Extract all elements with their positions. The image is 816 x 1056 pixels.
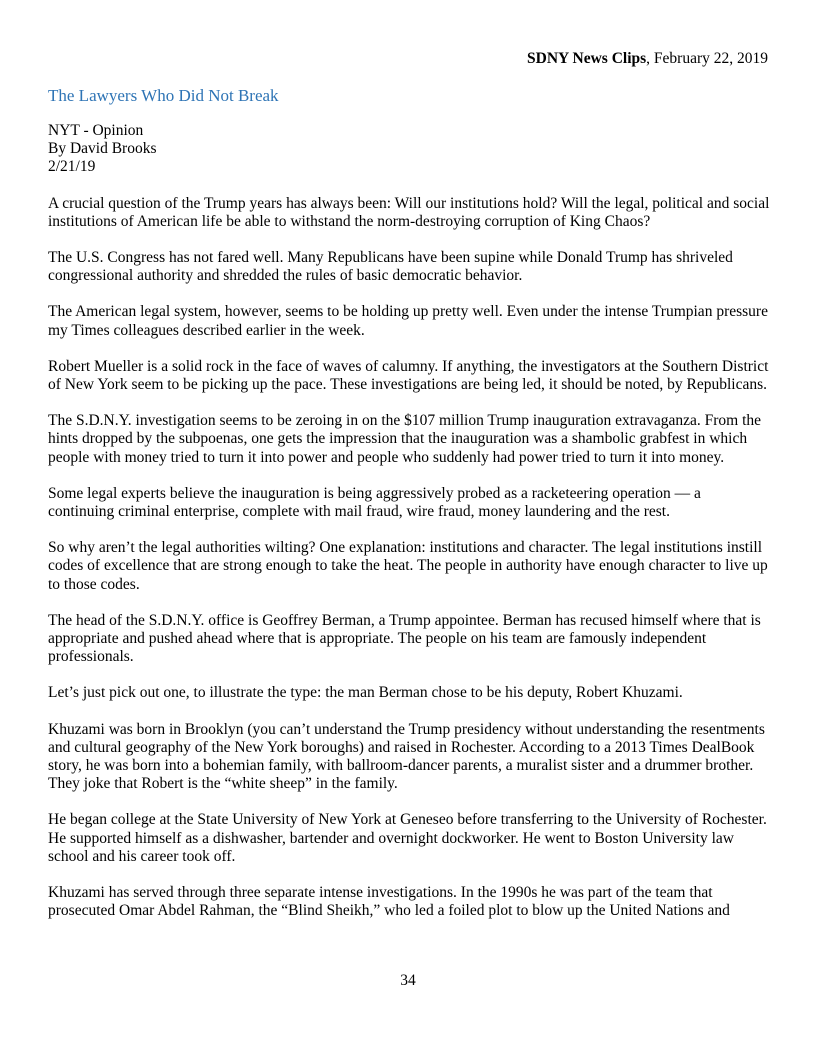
paragraph: Let’s just pick out one, to illustrate the type: the man Berman chose to be his deputy, Robert Khuzami.: [48, 684, 683, 702]
header-date: February 22, 2019: [653, 50, 768, 67]
paragraph: Khuzami was born in Brooklyn (you can’t understand the Trump presidency without understanding the resentments and cultural geography of the New York boroughs) and raised in Rochester. According to a 2013 Times DealBook story, he was born into a bohemian family, with ballroom-dancer parents, a muralist sister and a drummer brother. They joke that Robert is the “white sheep” in the family.: [48, 720, 765, 793]
article-date: 2/21/19: [48, 158, 96, 176]
paragraph: Khuzami has served through three separate intense investigations. In the 1990s he was part of the team that prosecuted Omar Abdel Rahman, the “Blind Sheikh,” who led a foiled plot to blow up the United Nations and: [48, 884, 730, 920]
paragraph: A crucial question of the Trump years has always been: Will our institutions hold? Will the legal, political and social institutions of American life be able to withstand the norm-destroying corruption of King Chaos?: [48, 194, 770, 230]
article-source: NYT - Opinion: [48, 122, 144, 139]
header-separator: ,: [646, 50, 654, 67]
paragraph: Some legal experts believe the inauguration is being aggressively probed as a racketeering operation — a continuing criminal enterprise, complete with mail fraud, wire fraud, money laundering and the rest.: [48, 484, 701, 521]
article: [48, 86, 770, 939]
article-byline: By David Brooks: [48, 140, 157, 158]
paragraph: Robert Mueller is a solid rock in the face of waves of calumny. If anything, the investigators at the Southern District of New York seem to be picking up the pace. These investigations are being led, it should be noted, by Republicans.: [48, 357, 769, 394]
publication-name: SDNY News Clips: [527, 50, 647, 67]
page-number: 34: [400, 972, 416, 989]
article-title: The Lawyers Who Did Not Break: [48, 86, 279, 105]
paragraph: The American legal system, however, seems to be holding up pretty well. Even under the intense Trumpian pressure my Times colleagues described earlier in the week.: [48, 303, 768, 339]
paragraph: The S.D.N.Y. investigation seems to be zeroing in on the $107 million Trump inauguration extravaganza. From the hints dropped by the subpoenas, one gets the impression that the inauguration was a shambolic grabfest in which people with money tried to turn it into power and people who suddenly had power tried to turn it into money.: [48, 412, 762, 466]
page-header: [527, 50, 768, 68]
paragraph: He began college at the State University of New York at Geneseo before transferring to the University of Rochester. He supported himself as a dishwasher, bartender and overnight dockworker. He went to Boston University law school and his career took off.: [48, 811, 767, 865]
paragraph: The head of the S.D.N.Y. office is Geoffrey Berman, a Trump appointee. Berman has recused himself where that is appropriate and pushed ahead where that is appropriate. The people on his team are famously independent professionals.: [48, 611, 761, 666]
paragraph: The U.S. Congress has not fared well. Many Republicans have been supine while Donald Trump has shriveled congressional authority and shredded the rules of basic democratic behavior.: [48, 249, 733, 285]
paragraph: So why aren’t the legal authorities wilting? One explanation: institutions and character. The legal institutions instill codes of excellence that are strong enough to take the heat. The people in authority have enough character to live up to those codes.: [48, 539, 768, 593]
article-meta: [48, 122, 770, 177]
